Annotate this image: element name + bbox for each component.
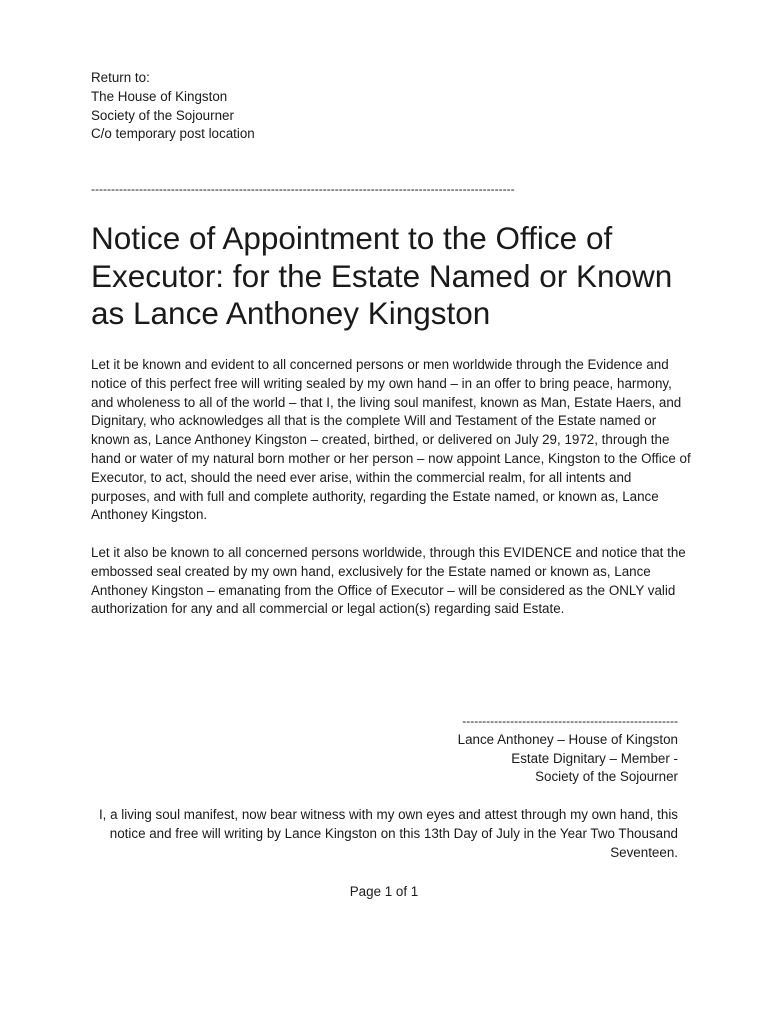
signature-line: ------------------------------------------------------ — [462, 714, 678, 728]
return-to-label: Return to: — [91, 70, 150, 85]
witness-attestation: I, a living soul manifest, now bear witness with my own eyes and attest through my own hand, this notice and free will writing by Lance Kingston on this 13th Day of July in the Year Two Thousand Seventeen. — [98, 807, 678, 860]
body-paragraph-appointment: Let it be known and evident to all concerned persons or men worldwide through the Evidence and notice of this perfect free will writing sealed by my own hand – in an offer to bring peace, harmony, and wholeness to all of the world – that I, the living soul manifest, known as Man, Estate Haers, and Dignitary, who acknowledges all that is the complete Will and Testament of the Estate named or known as, Lance Anthoney Kingston – created, birthed, or delivered on July 29, 1972, through the hand or water of my natural born mother or her person – now appoint Lance, Kingston to the Office of Executor, to act, should the need ever arise, within the commercial realm, for all intents and purposes, and with full and complete authority, regarding the Estate named, or known as, Lance Anthoney Kingston. — [91, 357, 691, 523]
return-address-line: C/o temporary post location — [91, 126, 255, 142]
return-address-block — [91, 69, 255, 144]
signatory-role: Estate Dignitary – Member - — [511, 750, 678, 766]
document-title: Notice of Appointment to the Office of Executor: for the Estate Named or Known as Lance Anthoney Kingston — [91, 220, 673, 331]
signature-block — [458, 712, 678, 787]
body-paragraph-seal: Let it also be known to all concerned persons worldwide, through this EVIDENCE and notice that the embossed seal created by my own hand, exclusively for the Estate named or known as, Lance Anthoney Kingston – emanating from the Office of Executor – will be considered as the ONLY valid authorization for any and all commercial or legal action(s) regarding said Estate. — [91, 545, 686, 617]
separator-line: ---------------------------------------------------------------------------------------------------------- — [91, 182, 515, 196]
page-number: Page 1 of 1 — [349, 884, 419, 899]
return-address-line: Society of the Sojourner — [91, 107, 234, 123]
return-address-line: The House of Kingston — [91, 88, 228, 104]
signatory-name: Lance Anthoney – House of Kingston — [457, 731, 678, 747]
signatory-society: Society of the Sojourner — [535, 769, 678, 785]
